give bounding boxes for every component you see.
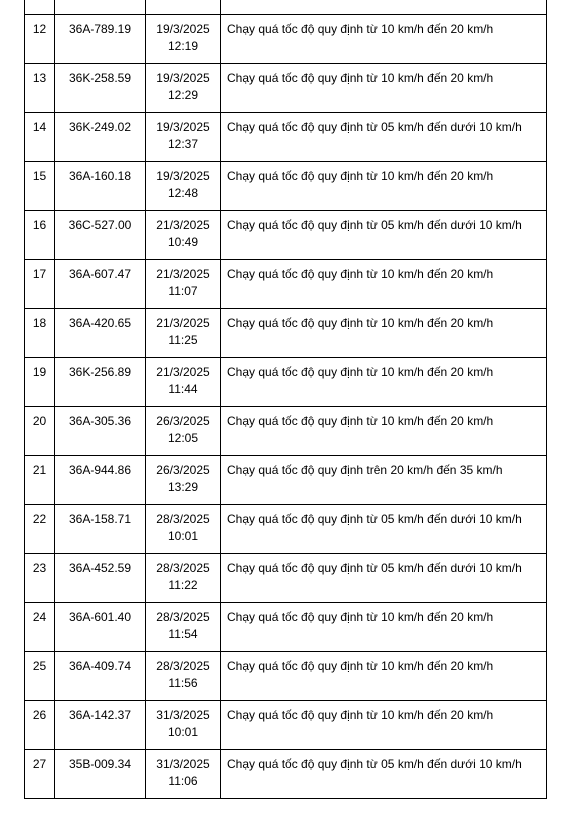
row-number-cell [25,15,55,64]
violation-date: 21/3/2025 [156,316,210,330]
violation-description: Chạy quá tốc độ quy định từ 05 km/h đến dưới 10 km/h [227,512,522,526]
datetime-cell [146,456,221,505]
license-plate-cell [55,309,146,358]
violation-date: 28/3/2025 [156,610,210,624]
violation-time: 12:48 [167,186,199,200]
table-row [25,211,547,260]
table-row [25,309,547,358]
violation-description: Chạy quá tốc độ quy định từ 10 km/h đến 20 km/h [227,610,494,624]
row-number: 20 [32,414,47,428]
table-row [25,750,547,799]
row-number: 22 [32,512,47,526]
violation-time: 11:54 [168,627,198,641]
license-plate-cell [55,603,146,652]
row-number: 14 [32,120,47,134]
violation-cell [221,407,547,456]
license-plate: 36A-158.71 [68,512,132,526]
license-plate-cell [55,358,146,407]
violation-description: Chạy quá tốc độ quy định từ 10 km/h đến 20 km/h [227,267,494,281]
datetime-cell [146,603,221,652]
datetime-cell [146,701,221,750]
license-plate-cell [55,407,146,456]
violation-description: Chạy quá tốc độ quy định từ 05 km/h đến dưới 10 km/h [227,120,522,134]
datetime-cell [146,211,221,260]
row-number: 13 [32,71,47,85]
row-number-cell [25,358,55,407]
license-plate: 36A-420.65 [68,316,132,330]
violation-cell [221,0,547,15]
table-row [25,554,547,603]
violation-description: Chạy quá tốc độ quy định từ 05 km/h đến dưới 10 km/h [227,218,522,232]
violation-cell [221,15,547,64]
violation-cell [221,162,547,211]
row-number: 16 [32,218,47,232]
license-plate-cell [55,505,146,554]
table-row [25,260,547,309]
row-number-cell [25,407,55,456]
row-number: 24 [32,610,47,624]
violation-time: 11:06 [168,774,198,788]
license-plate: 36A-142.37 [68,708,132,722]
violation-cell [221,260,547,309]
violation-cell [221,554,547,603]
datetime-cell [146,260,221,309]
datetime-cell [146,358,221,407]
license-plate: 36C-527.00 [68,218,132,232]
row-number: 26 [32,708,47,722]
license-plate: 36K-258.59 [68,71,132,85]
violation-date: 19/3/2025 [156,71,210,85]
license-plate-cell [55,113,146,162]
license-plate-cell [55,701,146,750]
row-number-cell [25,64,55,113]
table-row [25,64,547,113]
violation-time: 10:01 [167,529,199,543]
license-plate-cell [55,162,146,211]
row-number-cell [25,750,55,799]
violation-date: 21/3/2025 [156,365,210,379]
violation-description: Chạy quá tốc độ quy định từ 10 km/h đến 20 km/h [227,659,494,673]
datetime-cell [146,407,221,456]
violation-time: 11:44 [168,382,198,396]
violation-cell [221,113,547,162]
row-number-cell [25,554,55,603]
row-number: 25 [32,659,47,673]
table-row [25,407,547,456]
violation-date: 31/3/2025 [156,708,210,722]
row-number: 21 [32,463,47,477]
violation-date: 28/3/2025 [156,512,210,526]
violation-description: Chạy quá tốc độ quy định từ 10 km/h đến 20 km/h [227,316,494,330]
violation-cell [221,64,547,113]
row-number: 15 [32,169,47,183]
violation-time: 11:56 [168,676,198,690]
row-number-cell [25,260,55,309]
violation-description: Chạy quá tốc độ quy định từ 10 km/h đến 20 km/h [227,414,494,428]
violation-time: 12:29 [167,88,199,102]
violation-time: 12:37 [167,137,199,151]
row-number-cell [25,456,55,505]
datetime-cell [146,15,221,64]
violation-time: 13:29 [167,480,199,494]
violation-date: 26/3/2025 [156,463,210,477]
row-number-cell [25,603,55,652]
license-plate-cell [55,15,146,64]
table-row [25,113,547,162]
datetime-cell [146,309,221,358]
license-plate-cell [55,652,146,701]
datetime-cell [146,0,221,15]
datetime-cell [146,64,221,113]
violation-time: 11:22 [168,578,198,592]
row-number-cell [25,0,55,15]
row-number-cell [25,701,55,750]
license-plate: 36A-160.18 [68,169,132,183]
violation-time: 10:01 [167,725,199,739]
license-plate-cell [55,0,146,15]
violation-cell [221,309,547,358]
row-number-cell [25,505,55,554]
license-plate-cell [55,64,146,113]
violation-time: 12:19 [167,39,199,53]
table-row [25,0,547,15]
license-plate-cell [55,260,146,309]
violation-date: 21/3/2025 [156,267,210,281]
license-plate: 36A-607.47 [68,267,132,281]
violation-date: 31/3/2025 [156,757,210,771]
table-row [25,701,547,750]
table-row [25,162,547,211]
datetime-cell [146,750,221,799]
table-row [25,456,547,505]
violation-description: Chạy quá tốc độ quy định từ 10 km/h đến 20 km/h [227,708,494,722]
violation-description: Chạy quá tốc độ quy định trên 20 km/h đến 35 km/h [227,463,503,477]
license-plate: 35B-009.34 [68,757,132,771]
row-number-cell [25,652,55,701]
row-number-cell [25,309,55,358]
datetime-cell [146,162,221,211]
violation-cell [221,211,547,260]
license-plate: 36A-944.86 [68,463,132,477]
license-plate: 36A-789.19 [68,22,132,36]
violation-date: 19/3/2025 [156,22,210,36]
table-row [25,358,547,407]
violations-table [24,0,547,799]
row-number-cell [25,162,55,211]
violation-description: Chạy quá tốc độ quy định từ 05 km/h đến dưới 10 km/h [227,757,522,771]
table-row [25,15,547,64]
license-plate: 36A-409.74 [68,659,132,673]
datetime-cell [146,652,221,701]
violation-description: Chạy quá tốc độ quy định từ 10 km/h đến 20 km/h [227,169,494,183]
violation-cell [221,750,547,799]
violation-cell [221,505,547,554]
violation-date: 26/3/2025 [156,414,210,428]
violation-time: 12:05 [167,431,199,445]
violation-date: 19/3/2025 [156,169,210,183]
violation-time: 11:07 [168,284,198,298]
license-plate: 36A-305.36 [68,414,132,428]
license-plate: 36A-601.40 [68,610,132,624]
violation-cell [221,456,547,505]
violation-description: Chạy quá tốc độ quy định từ 10 km/h đến 20 km/h [227,71,494,85]
license-plate: 36K-249.02 [68,120,132,134]
violation-cell [221,358,547,407]
row-number: 18 [32,316,47,330]
violation-date: 28/3/2025 [156,659,210,673]
violation-time: 11:25 [168,333,198,347]
datetime-cell [146,505,221,554]
license-plate-cell [55,750,146,799]
license-plate-cell [55,211,146,260]
violation-description: Chạy quá tốc độ quy định từ 10 km/h đến 20 km/h [227,365,494,379]
row-number: 23 [32,561,47,575]
table-row [25,652,547,701]
violation-date: 19/3/2025 [156,120,210,134]
license-plate: 36K-256.89 [68,365,132,379]
license-plate-cell [55,456,146,505]
violation-description: Chạy quá tốc độ quy định từ 10 km/h đến 20 km/h [227,22,494,36]
table-row [25,505,547,554]
violation-time: 10:49 [167,235,199,249]
row-number: 19 [32,365,47,379]
row-number-cell [25,211,55,260]
row-number: 17 [32,267,47,281]
row-number: 12 [32,22,47,36]
violation-cell [221,652,547,701]
violation-cell [221,603,547,652]
violation-date: 21/3/2025 [156,218,210,232]
violation-cell [221,701,547,750]
violation-date: 28/3/2025 [156,561,210,575]
datetime-cell [146,113,221,162]
license-plate: 36A-452.59 [68,561,132,575]
violation-description: Chạy quá tốc độ quy định từ 05 km/h đến dưới 10 km/h [227,561,522,575]
row-number-cell [25,113,55,162]
license-plate-cell [55,554,146,603]
row-number: 27 [32,757,47,771]
table-row [25,603,547,652]
datetime-cell [146,554,221,603]
